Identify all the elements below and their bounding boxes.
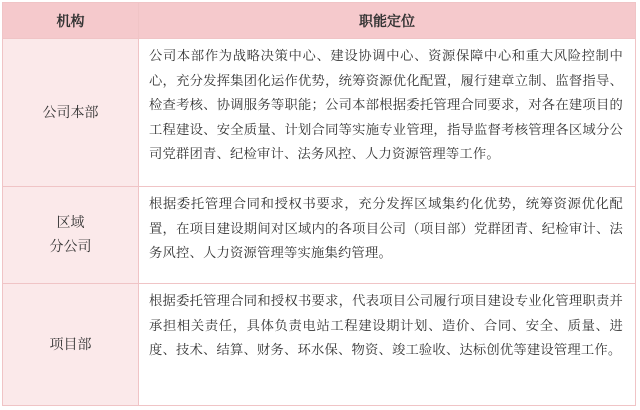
header-org: 机构 — [3, 3, 139, 38]
role-description: 根据委托管理合同和授权书要求，代表项目公司履行项目建设专业化管理职责并承担相关责任，具体负责电站工程建设期计划、造价、合同、安全、质量、进度、技术、结算、财务、环水保、物资、竣工验收、达标创优等建设管理工作。 — [139, 284, 635, 405]
org-name-cell — [3, 284, 139, 405]
table-header-row — [3, 3, 635, 39]
header-role: 职能定位 — [359, 13, 415, 30]
org-name: 项目部 — [49, 336, 92, 353]
org-name-cell — [3, 39, 139, 186]
table-row — [3, 39, 635, 187]
table-row — [3, 187, 635, 284]
org-name-cell — [3, 187, 139, 283]
org-name: 公司本部 — [42, 104, 99, 121]
role-description: 根据委托管理合同和授权书要求，充分发挥区域集约化优势，统筹资源优化配置，在项目建设期间对区域内的各项目公司（项目部）党群团青、纪检审计、法务风控、人力资源管理等实施集约管理。 — [139, 187, 635, 283]
org-name-line: 分公司 — [49, 239, 92, 255]
role-description: 公司本部作为战略决策中心、建设协调中心、资源保障中心和重大风险控制中心，充分发挥集团化运作优势，统筹资源优化配置，履行建章立制、监督指导、检查考核、协调服务等职能；公司本部根据委托管理合同要求，对各在建项目的工程建设、安全质量、计划合同等实施专业管理，指导监督考核管理各区域分公司党群团青、纪检审计、法务风控、人力资源管理等工作。 — [139, 39, 635, 186]
org-role-table — [2, 2, 636, 406]
table-row — [3, 284, 635, 405]
org-name-line: 区域 — [56, 215, 85, 231]
